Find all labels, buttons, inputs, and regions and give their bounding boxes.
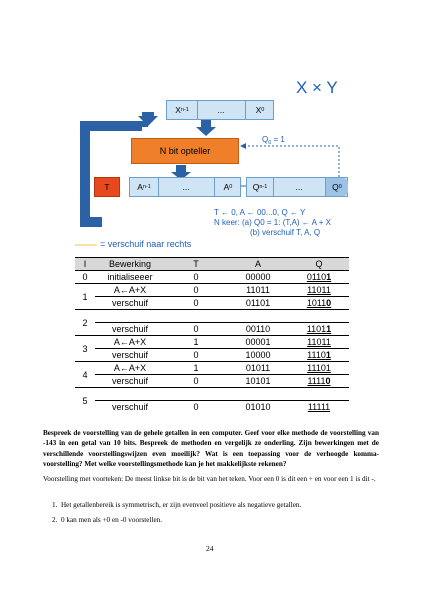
t-cell: 1 xyxy=(165,336,227,349)
header-t: T xyxy=(165,258,227,271)
q-bits: 11111 xyxy=(307,402,331,412)
q-last-bit: 1 xyxy=(326,272,332,282)
adder-block xyxy=(131,138,239,164)
a-cell: 10101 xyxy=(227,375,289,388)
t-cell: 0 xyxy=(165,375,227,388)
t-cell: 0 xyxy=(165,323,227,336)
x-register xyxy=(166,100,274,120)
row-index-cell: 5 xyxy=(75,388,95,414)
list-item xyxy=(52,500,379,510)
t-cell: 1 xyxy=(165,362,227,375)
q-bits: 1110 xyxy=(307,350,326,360)
q-lsb-cell xyxy=(325,178,348,196)
row-index-cell: 0 xyxy=(75,271,95,284)
table-row xyxy=(75,388,349,401)
t-register xyxy=(94,177,120,197)
table-header-row xyxy=(75,258,349,271)
a-middle-cell xyxy=(158,178,214,196)
x-msb-cell xyxy=(167,101,198,119)
x-msb-label: X xyxy=(175,105,181,115)
q-cell xyxy=(289,323,349,336)
operation-cell: A←A+X xyxy=(95,336,165,349)
t-cell: 0 xyxy=(165,297,227,310)
algorithm-step-b: (b) verschuif T, A, Q xyxy=(250,228,321,237)
diagram-title: X × Y xyxy=(296,78,338,97)
q-msb-sub: n-1 xyxy=(259,184,268,190)
header-i: I xyxy=(75,258,95,271)
row-index-cell: 3 xyxy=(75,336,95,362)
a-cell: 00001 xyxy=(227,336,289,349)
q-last-bit: 0 xyxy=(325,376,331,386)
q-last-bit: 1 xyxy=(326,324,332,334)
a-cell: 01010 xyxy=(227,401,289,414)
x-lsb-label: X xyxy=(255,105,262,115)
q-bits: 11011 xyxy=(307,337,331,347)
adder-label: N bit opteller xyxy=(159,146,211,156)
table-row xyxy=(75,375,349,388)
a-cell: 11011 xyxy=(227,284,289,297)
t-cell xyxy=(165,388,227,401)
a-msb-label: A xyxy=(137,182,143,192)
row-index-cell: 4 xyxy=(75,362,95,388)
a-lsb-sub: 0 xyxy=(229,184,233,190)
q0-condition-label xyxy=(262,135,285,148)
a-cell: 10000 xyxy=(227,349,289,362)
t-cell xyxy=(165,310,227,323)
operation-cell xyxy=(95,388,165,401)
operation-cell: verschuif xyxy=(95,375,165,388)
row-index-cell: 1 xyxy=(75,284,95,310)
table-row xyxy=(75,336,349,349)
x-lsb-cell xyxy=(245,101,274,119)
diagram-arrows xyxy=(0,0,424,260)
q-cell xyxy=(289,297,349,310)
a-cell xyxy=(227,310,289,323)
q-bits: 0110 xyxy=(306,272,327,282)
t-cell: 0 xyxy=(165,349,227,362)
q-register xyxy=(246,177,348,197)
q-bits: 11011 xyxy=(307,285,331,295)
operation-cell: A←A+X xyxy=(95,362,165,375)
q-cell xyxy=(289,336,349,349)
table-row xyxy=(75,284,349,297)
q-cell xyxy=(289,401,349,414)
table-row xyxy=(75,310,349,323)
q0-letter: Q xyxy=(262,135,269,144)
t-label: T xyxy=(104,182,110,192)
answer-intro-paragraph: Voorstelling met voorteken: De meest linkse bit is de bit van het teken. Voor een 0 is dit een + en voor een 1 is dit -. xyxy=(43,475,376,483)
list-item xyxy=(52,515,379,525)
q0-sub: 0 xyxy=(268,140,272,146)
operation-cell: verschuif xyxy=(95,323,165,336)
q0-suffix: = 1 xyxy=(271,135,285,144)
table-row xyxy=(75,297,349,310)
multiplication-table xyxy=(75,257,349,413)
header-bewerking: Bewerking xyxy=(95,258,165,271)
q-msb-cell xyxy=(247,178,274,196)
t-cell: 0 xyxy=(165,401,227,414)
list-text: Het getallenbereik is symmetrisch, er zijn evenveel positieve als negatieve getallen. xyxy=(60,501,302,509)
a-cell: 01011 xyxy=(227,362,289,375)
a-msb-sub: n-1 xyxy=(142,184,151,190)
table-row xyxy=(75,401,349,414)
q-cell xyxy=(289,310,349,323)
list-number: 1. xyxy=(52,501,58,509)
q-bits: 1111 xyxy=(307,376,326,386)
t-cell: 0 xyxy=(165,271,227,284)
operation-cell: A←A+X xyxy=(95,284,165,297)
operation-cell: initialiseeer xyxy=(95,271,165,284)
a-middle-label: ... xyxy=(182,182,190,192)
q-cell xyxy=(289,349,349,362)
x-msb-sub: n-1 xyxy=(180,107,189,113)
a-cell xyxy=(227,388,289,401)
question-paragraph: Bespreek de voorstelling van de gehele getallen in een computer. Geef voor elke methode de voorstelling van -143 in een getal van 10 bits. Bespreek de methoden en vergelijk ze onderling. Zijn bewerkingen met de verschillende voorstellingswijzen even moeilijk? Wat is een toepassing voor de verhoogde komma-voorstelling? Met welke voorstellingsmethode kan je het makkelijkste rekenen? xyxy=(43,429,379,469)
q-last-bit: 0 xyxy=(326,298,332,308)
a-cell: 01101 xyxy=(227,297,289,310)
table-row xyxy=(75,323,349,336)
table-row xyxy=(75,362,349,375)
q-last-bit: 1 xyxy=(325,350,331,360)
q-middle-cell xyxy=(273,178,325,196)
table-row xyxy=(75,349,349,362)
header-a: A xyxy=(227,258,289,271)
algorithm-step-init: T ← 0, A ← 00...0, Q ← Y xyxy=(214,208,306,217)
q-bits: 1011 xyxy=(306,298,327,308)
a-msb-cell xyxy=(130,178,159,196)
operation-cell xyxy=(95,310,165,323)
operation-cell: verschuif xyxy=(95,297,165,310)
q-cell xyxy=(289,362,349,375)
q-lsb-sub: 0 xyxy=(338,184,342,190)
x-middle-label: ... xyxy=(217,105,225,115)
q-cell xyxy=(289,388,349,401)
list-number: 2. xyxy=(52,516,58,524)
page-number: 24 xyxy=(206,544,214,553)
algorithm-step-a: N keer: (a) Q0 = 1: (T,A) ← A + X xyxy=(214,218,331,227)
a-cell: 00000 xyxy=(227,271,289,284)
operation-cell: verschuif xyxy=(95,401,165,414)
header-q: Q xyxy=(289,258,349,271)
q-middle-label: ... xyxy=(295,182,303,192)
q-bits: 11101 xyxy=(307,363,331,373)
q-cell xyxy=(289,284,349,297)
x-middle-cell xyxy=(197,101,245,119)
q-cell xyxy=(289,375,349,388)
q-bits: 1101 xyxy=(306,324,327,334)
q-lsb-label: Q xyxy=(332,182,339,192)
x-lsb-sub: 0 xyxy=(261,107,265,113)
shift-legend: = verschuif naar rechts xyxy=(100,239,192,249)
t-cell: 0 xyxy=(165,284,227,297)
a-cell: 00110 xyxy=(227,323,289,336)
q-msb-label: Q xyxy=(252,182,260,192)
a-lsb-cell xyxy=(214,178,241,196)
list-text: 0 kan men als +0 en -0 voorstellen. xyxy=(60,516,163,524)
table-row xyxy=(75,271,349,284)
q-cell xyxy=(289,271,349,284)
row-index-cell: 2 xyxy=(75,310,95,336)
a-lsb-label: A xyxy=(223,182,230,192)
operation-cell: verschuif xyxy=(95,349,165,362)
a-register xyxy=(129,177,241,197)
